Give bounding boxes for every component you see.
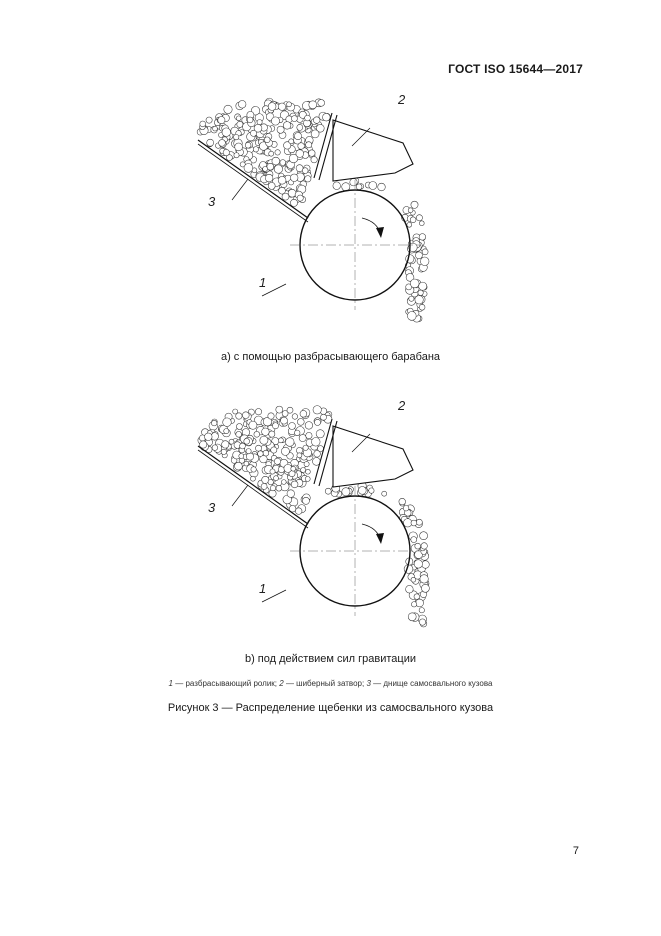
gravel-stone bbox=[262, 428, 270, 436]
gravel-stone bbox=[297, 419, 304, 426]
gravel-stone bbox=[305, 476, 310, 481]
gravel-stone bbox=[297, 453, 302, 458]
rotation-arrow-head bbox=[376, 533, 384, 544]
gravel-stone bbox=[268, 413, 274, 419]
gravel-stone bbox=[268, 103, 276, 111]
gravel-stone bbox=[287, 102, 292, 107]
rotation-arrow bbox=[362, 218, 380, 234]
gravel-stone bbox=[290, 174, 298, 182]
gravel-stone bbox=[276, 406, 283, 413]
gravel-stone bbox=[224, 105, 232, 113]
figure-a-diagram bbox=[190, 88, 450, 338]
figure-title: Рисунок 3 — Распределение щебенки из самосвального кузова bbox=[167, 702, 494, 714]
gravel-stone bbox=[265, 174, 273, 182]
gravel-stone bbox=[291, 116, 297, 122]
gravel-stone bbox=[288, 189, 296, 197]
gravel-stone bbox=[420, 532, 428, 540]
legend-text-1: разбрасывающий ролик bbox=[185, 679, 275, 688]
gravel-stone bbox=[358, 487, 366, 495]
gravel-stone bbox=[321, 414, 327, 420]
gravel-stone bbox=[249, 421, 257, 429]
gravel-stone bbox=[303, 445, 308, 450]
gravel-stone bbox=[271, 447, 277, 453]
gravel-stone bbox=[242, 412, 249, 419]
gravel-stone bbox=[411, 537, 417, 543]
gravel-stone bbox=[313, 117, 320, 124]
gravel-stone bbox=[224, 429, 229, 434]
gravel-stone bbox=[268, 182, 275, 189]
gravel-stone bbox=[272, 423, 278, 429]
gravel-stone bbox=[421, 584, 429, 592]
label-gate: 2 bbox=[398, 92, 406, 107]
gravel-stone bbox=[256, 445, 262, 451]
gravel-stone bbox=[289, 139, 294, 144]
gravel-stone bbox=[314, 419, 320, 425]
gravel-stone bbox=[279, 187, 286, 194]
gravel-stone bbox=[382, 491, 387, 496]
rotation-arrow-head bbox=[376, 227, 384, 238]
gravel-stone bbox=[318, 100, 325, 107]
gravel-stone bbox=[416, 599, 424, 607]
gravel-stone bbox=[414, 560, 422, 568]
gravel-stone bbox=[333, 182, 341, 190]
gravel-stone bbox=[291, 466, 296, 471]
gravel-stone bbox=[323, 113, 331, 121]
gravel-stone bbox=[280, 160, 286, 166]
gravel-stone bbox=[297, 124, 303, 130]
figure-a-caption: a) с помощью разбрасывающего барабана bbox=[220, 351, 441, 363]
gravel-stone bbox=[268, 480, 273, 485]
gravel-stone bbox=[211, 420, 217, 426]
gravel-stone bbox=[247, 117, 253, 123]
gravel-stone bbox=[278, 103, 285, 110]
gravel-stone bbox=[305, 422, 313, 430]
gravel-stone bbox=[270, 469, 275, 474]
legend-num-1: 1 bbox=[168, 679, 173, 688]
gravel-stone bbox=[286, 438, 295, 447]
gravel-stone bbox=[294, 133, 301, 140]
gravel-stone bbox=[318, 446, 324, 452]
gravel-stone bbox=[246, 449, 251, 454]
gravel-stone bbox=[260, 436, 268, 444]
gravel-stone bbox=[292, 414, 298, 420]
gravel-stone bbox=[418, 290, 423, 295]
gravel-stone bbox=[250, 130, 256, 136]
gravel-stone bbox=[356, 184, 362, 190]
gravel-stone bbox=[218, 117, 225, 124]
label-gate: 2 bbox=[398, 398, 406, 413]
gravel-stone bbox=[296, 150, 304, 158]
gravel-stone bbox=[407, 222, 412, 227]
gravel-stone bbox=[306, 432, 312, 438]
gravel-stone bbox=[419, 221, 424, 226]
gravel-stone bbox=[419, 619, 425, 625]
gravel-stone bbox=[415, 543, 421, 549]
gravel-stone bbox=[277, 126, 284, 133]
gravel-stone bbox=[419, 304, 425, 310]
gravel-stone bbox=[278, 438, 283, 443]
gravel-stone bbox=[276, 485, 282, 491]
gravel-stone bbox=[369, 182, 377, 190]
gravel-stone bbox=[239, 454, 244, 459]
leader-floor bbox=[232, 485, 248, 506]
document-header: ГОСТ ISO 15644—2017 bbox=[448, 62, 583, 76]
gravel-stone bbox=[274, 476, 279, 481]
gravel-stone bbox=[290, 199, 297, 206]
gravel-stone bbox=[251, 467, 256, 472]
gravel-stone bbox=[283, 122, 291, 130]
gravel-stone bbox=[420, 257, 429, 266]
leader-floor bbox=[232, 179, 248, 200]
gravel-stone bbox=[269, 431, 275, 437]
gravel-stone bbox=[369, 488, 374, 493]
gravel-stone bbox=[414, 594, 420, 600]
gravel-stone bbox=[200, 121, 206, 127]
gravel-stone bbox=[411, 520, 417, 526]
gravel-stone bbox=[407, 312, 416, 321]
spreader-diagram-b bbox=[190, 394, 450, 644]
gravel-stone bbox=[350, 179, 357, 186]
gravel-stone bbox=[411, 577, 416, 582]
gravel-stone bbox=[246, 453, 253, 460]
label-floor: 3 bbox=[208, 500, 216, 515]
gravel-stone bbox=[415, 296, 423, 304]
gravel-stone bbox=[306, 142, 312, 148]
gravel-stone bbox=[278, 176, 286, 184]
gravel-stone bbox=[415, 252, 422, 259]
gravel-stone bbox=[236, 413, 242, 419]
gravel-stone bbox=[222, 128, 231, 137]
gravel-stone bbox=[272, 157, 280, 165]
gravel-stone bbox=[271, 117, 279, 125]
page-number: 7 bbox=[572, 845, 579, 857]
gravel-stone bbox=[305, 115, 311, 121]
gravel-stone bbox=[263, 166, 268, 171]
gravel-stone bbox=[253, 147, 258, 152]
gravel-stone bbox=[312, 438, 321, 447]
gravel-stone bbox=[221, 449, 226, 454]
gravel-stone bbox=[399, 498, 406, 505]
label-roller: 1 bbox=[259, 581, 267, 596]
gravel-stone bbox=[237, 121, 243, 127]
gravel-stone bbox=[255, 409, 261, 415]
legend-text-2: шиберный затвор bbox=[296, 679, 362, 688]
gravel-stone bbox=[287, 407, 293, 413]
gravel-stone bbox=[410, 217, 416, 223]
legend-text-3: днище самосвального кузова bbox=[383, 679, 493, 688]
gravel-stone bbox=[291, 481, 298, 488]
gravel-stone bbox=[287, 490, 295, 498]
gravel-stone bbox=[212, 445, 218, 451]
gravel-stone bbox=[236, 116, 241, 121]
legend-num-2: 2 bbox=[279, 679, 284, 688]
gravel-stone bbox=[313, 406, 321, 414]
slide-gate-body bbox=[333, 120, 413, 181]
gravel-stone bbox=[267, 163, 274, 170]
gravel-stone bbox=[298, 143, 305, 150]
gravel-stone bbox=[301, 468, 306, 473]
gravel-stone bbox=[299, 434, 306, 441]
gravel-stone bbox=[236, 431, 242, 437]
gravel-stone bbox=[406, 585, 414, 593]
gravel-stone bbox=[304, 462, 309, 467]
gravel-stone bbox=[316, 430, 324, 438]
gravel-stone bbox=[205, 433, 213, 441]
figure-legend: 1 — разбрасывающий ролик; 2 — шиберный затвор; 3 — днище самосвального кузова bbox=[168, 679, 493, 688]
gravel-stone bbox=[408, 613, 416, 621]
gravel-stone bbox=[408, 208, 413, 213]
gravel-stone bbox=[303, 497, 310, 504]
gravel-stone bbox=[234, 153, 239, 158]
gravel-stone bbox=[300, 410, 307, 417]
gravel-stone bbox=[264, 137, 270, 143]
gravel-stone bbox=[419, 282, 427, 290]
gravel-stone bbox=[281, 447, 289, 455]
spreader-diagram-a bbox=[190, 88, 450, 338]
label-floor: 3 bbox=[208, 194, 216, 209]
figure-b-caption: b) под действием сил гравитации bbox=[244, 653, 417, 665]
gravel-stone bbox=[281, 480, 286, 485]
gravel-stone bbox=[207, 139, 214, 146]
gravel-stone bbox=[258, 451, 264, 457]
gravel-stone bbox=[219, 140, 226, 147]
label-roller: 1 bbox=[259, 275, 267, 290]
gravel-stone bbox=[309, 150, 316, 157]
gravel-stone bbox=[235, 462, 243, 470]
figure-b-diagram bbox=[190, 394, 450, 644]
gravel-stone bbox=[311, 157, 317, 163]
gravel-stone bbox=[404, 519, 412, 527]
gravel-stone bbox=[206, 117, 212, 123]
gravel-stone bbox=[306, 469, 311, 474]
gravel-stone bbox=[213, 126, 218, 131]
gravel-stone bbox=[223, 418, 232, 427]
gravel-stone bbox=[378, 183, 386, 191]
gravel-stone bbox=[245, 142, 251, 148]
gravel-stone bbox=[325, 488, 331, 494]
gravel-stone bbox=[302, 168, 308, 174]
gravel-stone bbox=[295, 508, 302, 515]
gravel-stone bbox=[234, 134, 239, 139]
gravel-stone bbox=[403, 505, 409, 511]
gravel-stone bbox=[419, 608, 424, 613]
rotation-arrow bbox=[362, 524, 380, 540]
gravel-stone bbox=[289, 423, 296, 430]
gravel-stone bbox=[269, 151, 274, 156]
gravel-stone bbox=[229, 439, 234, 444]
gravel-stone bbox=[263, 450, 269, 456]
gravel-stone bbox=[309, 101, 317, 109]
gravel-stone bbox=[421, 543, 427, 549]
gravel-stone bbox=[420, 575, 428, 583]
slide-gate-body bbox=[333, 426, 413, 487]
gravel-stone bbox=[422, 249, 428, 255]
gravel-stone bbox=[235, 143, 243, 151]
gravel-stone bbox=[294, 430, 300, 436]
gravel-stone bbox=[238, 101, 246, 109]
gravel-stone bbox=[244, 164, 253, 173]
gravel-stone bbox=[244, 438, 250, 444]
gravel-stone bbox=[223, 149, 229, 155]
legend-num-3: 3 bbox=[366, 679, 371, 688]
gravel-stone bbox=[422, 561, 430, 569]
gravel-stone bbox=[275, 150, 280, 155]
gravel-stone bbox=[250, 476, 255, 481]
gravel-stone bbox=[419, 234, 426, 241]
gravel-stone bbox=[411, 201, 418, 208]
gravel-stone bbox=[274, 165, 282, 173]
gravel-stone bbox=[416, 519, 422, 525]
gravel-stone bbox=[257, 120, 262, 125]
gravel-stone bbox=[305, 176, 311, 182]
gravel-stone bbox=[240, 443, 246, 449]
gravel-stone bbox=[297, 195, 303, 201]
gravel-stone bbox=[411, 602, 416, 607]
gravel-stone bbox=[281, 417, 288, 424]
gravel-stone bbox=[261, 483, 267, 489]
gravel-stone bbox=[311, 130, 319, 138]
gravel-stone bbox=[416, 215, 422, 221]
gravel-stone bbox=[342, 488, 350, 496]
gravel-stone bbox=[409, 296, 414, 301]
gravel-pile bbox=[198, 406, 430, 627]
gravel-stone bbox=[274, 458, 280, 464]
gravel-stone bbox=[200, 441, 207, 448]
gravel-stone bbox=[254, 431, 260, 437]
gravel-stone bbox=[236, 424, 242, 430]
gravel-stone bbox=[410, 279, 419, 288]
gravel-stone bbox=[270, 485, 275, 490]
gravel-stone bbox=[222, 441, 229, 448]
